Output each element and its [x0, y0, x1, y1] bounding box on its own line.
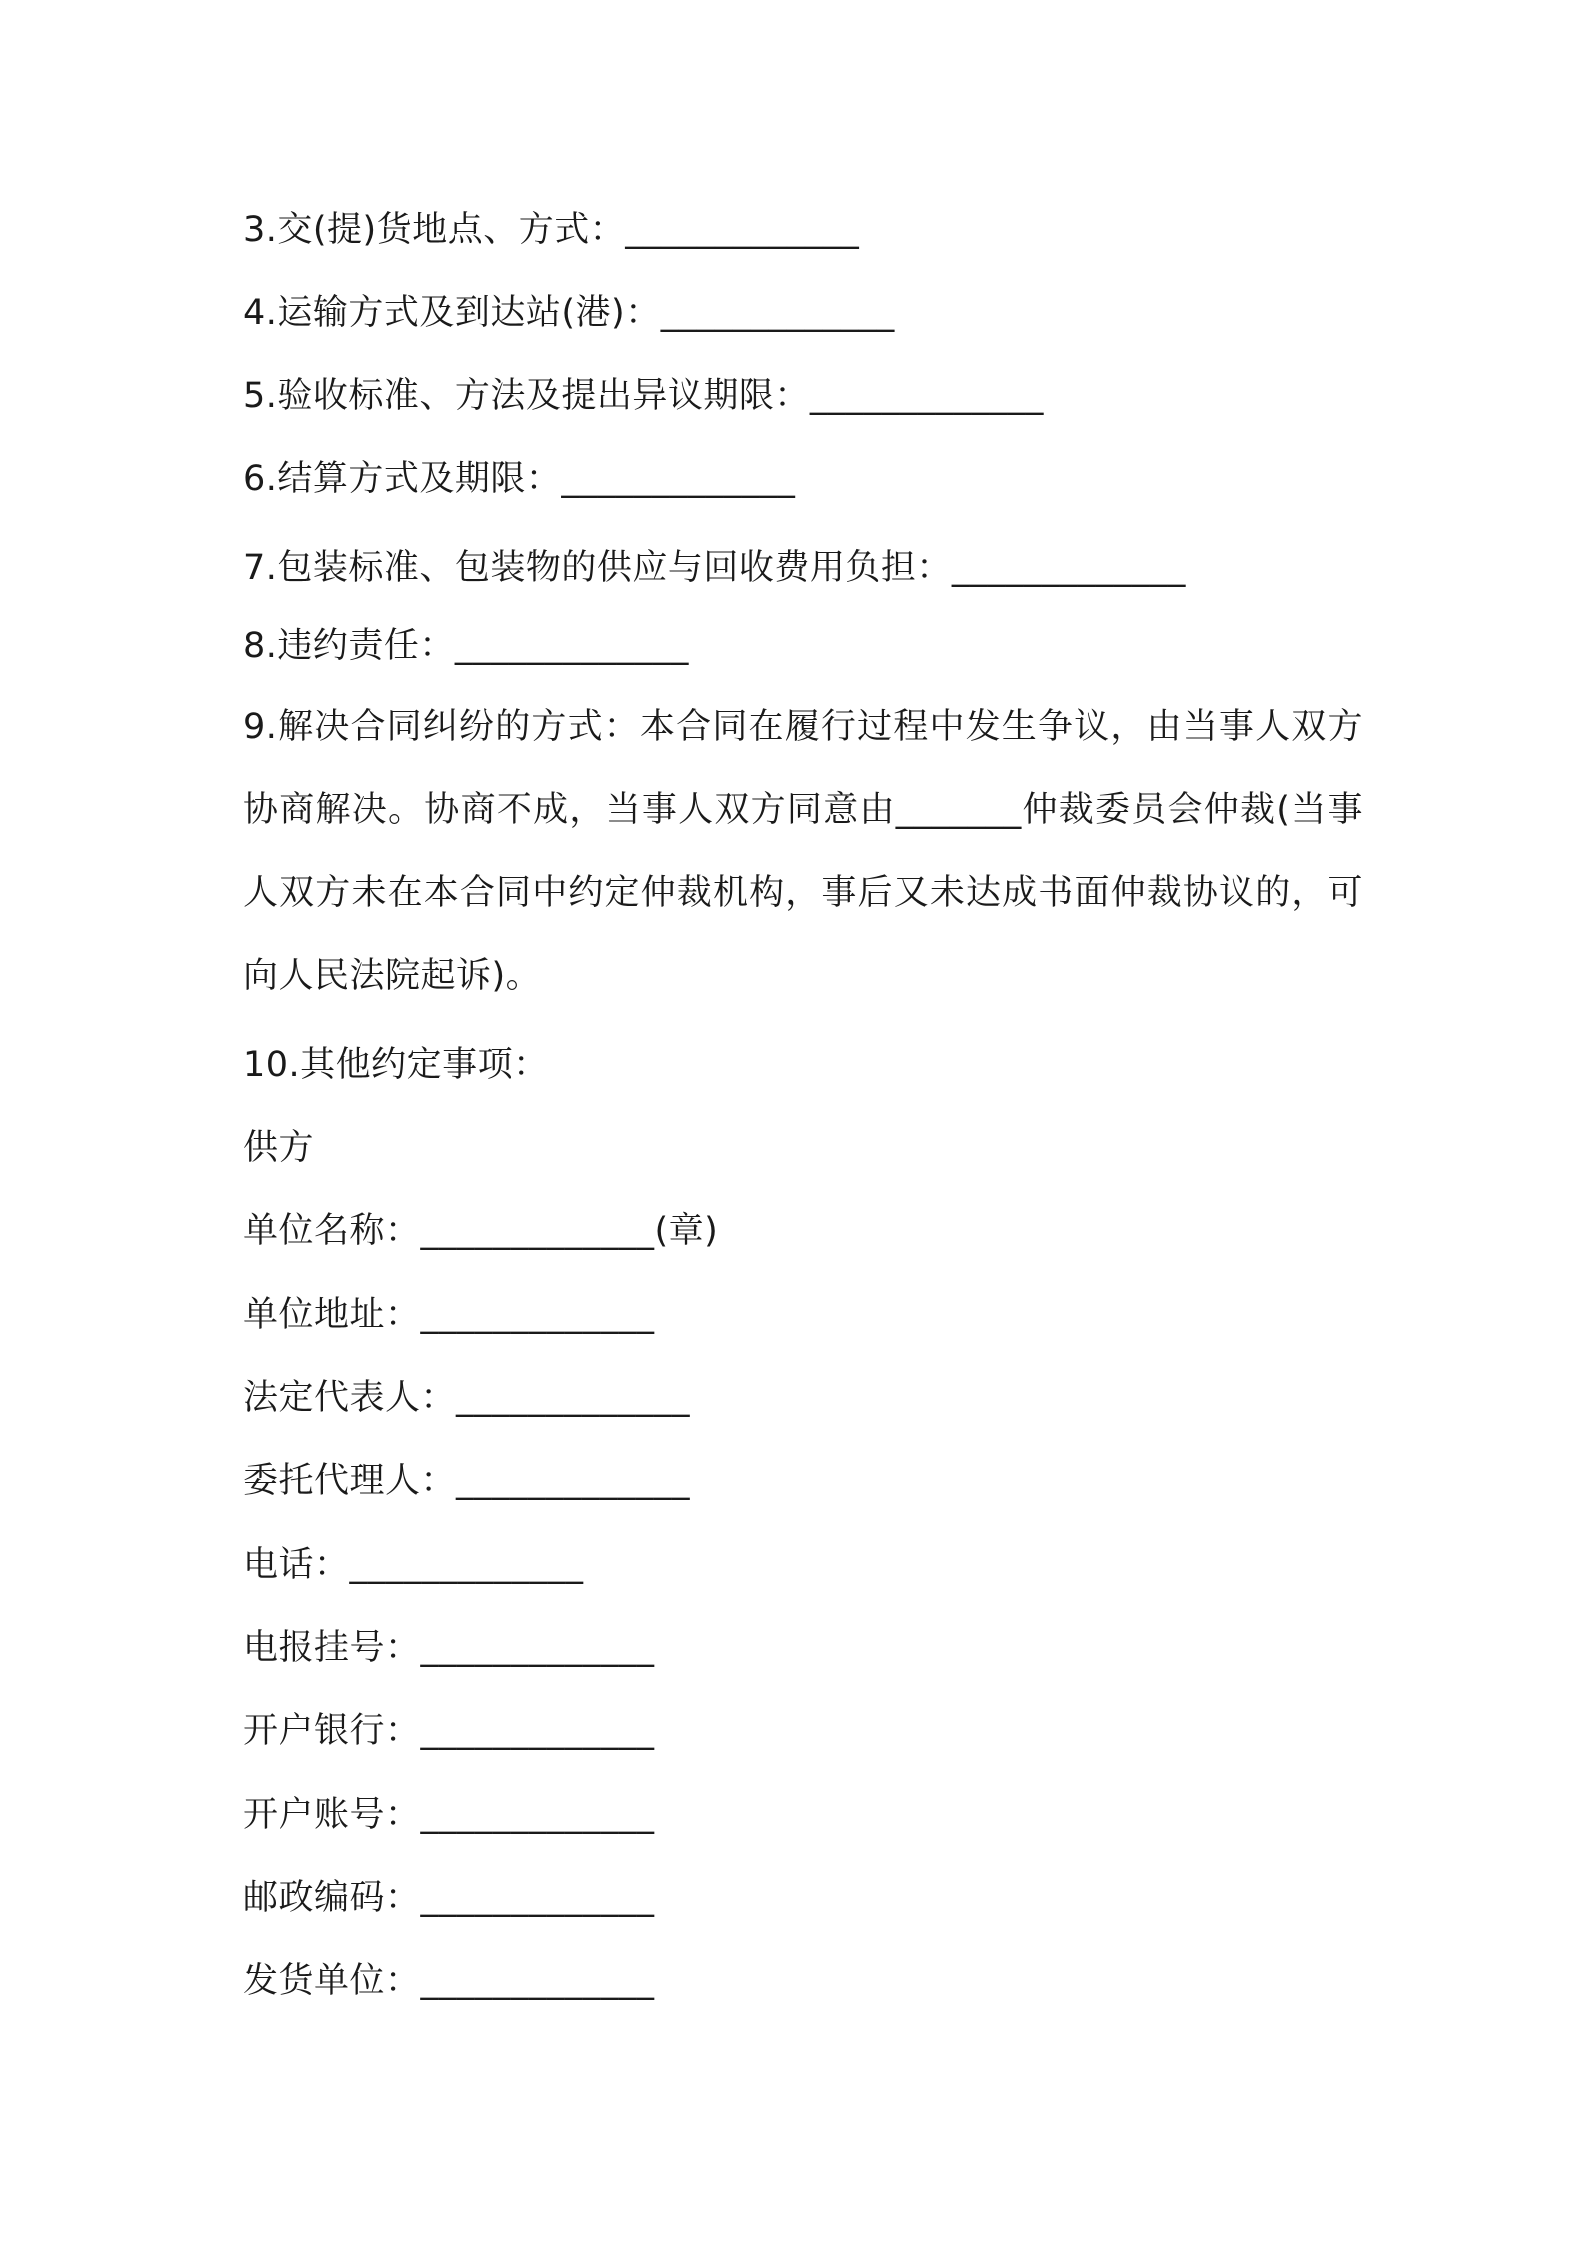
- supplier-unit-name: 单位名称：_____________(章): [243, 1211, 719, 1251]
- supplier-legal-rep: 法定代表人：_____________: [243, 1378, 691, 1418]
- supplier-phone: 电话：_____________: [243, 1545, 584, 1585]
- supplier-account: 开户账号：_____________: [243, 1795, 655, 1835]
- supplier-telegram: 电报挂号：_____________: [243, 1628, 655, 1668]
- supplier-heading: 供方: [243, 1128, 315, 1168]
- clause-3-delivery-location: 3.交(提)货地点、方式：_____________: [243, 210, 860, 250]
- clause-4-transport: 4.运输方式及到达站(港)：_____________: [243, 293, 895, 333]
- clause-10-other-matters: 10.其他约定事项：: [243, 1045, 549, 1085]
- clause-7-packaging: 7.包装标准、包装物的供应与回收费用负担：_____________: [243, 548, 1186, 588]
- supplier-postcode: 邮政编码：_____________: [243, 1878, 655, 1918]
- clause-5-acceptance: 5.验收标准、方法及提出异议期限：_____________: [243, 376, 1044, 416]
- clause-8-liability: 8.违约责任：_____________: [243, 626, 689, 666]
- clause-9-dispute-resolution: 9.解决合同纠纷的方式：本合同在履行过程中发生争议，由当事人双方协商解决。协商不成，当事人双方同意由_______仲裁委员会仲裁(当事人双方未在本合同中约定仲裁机构，事后又未达成书面仲裁协议的，可向人民法院起诉)。: [243, 707, 1363, 996]
- clause-6-settlement: 6.结算方式及期限：_____________: [243, 459, 796, 499]
- supplier-shipping-unit: 发货单位：_____________: [243, 1961, 655, 2001]
- supplier-unit-address: 单位地址：_____________: [243, 1295, 655, 1335]
- supplier-agent: 委托代理人：_____________: [243, 1461, 691, 1501]
- supplier-bank: 开户银行：_____________: [243, 1711, 655, 1751]
